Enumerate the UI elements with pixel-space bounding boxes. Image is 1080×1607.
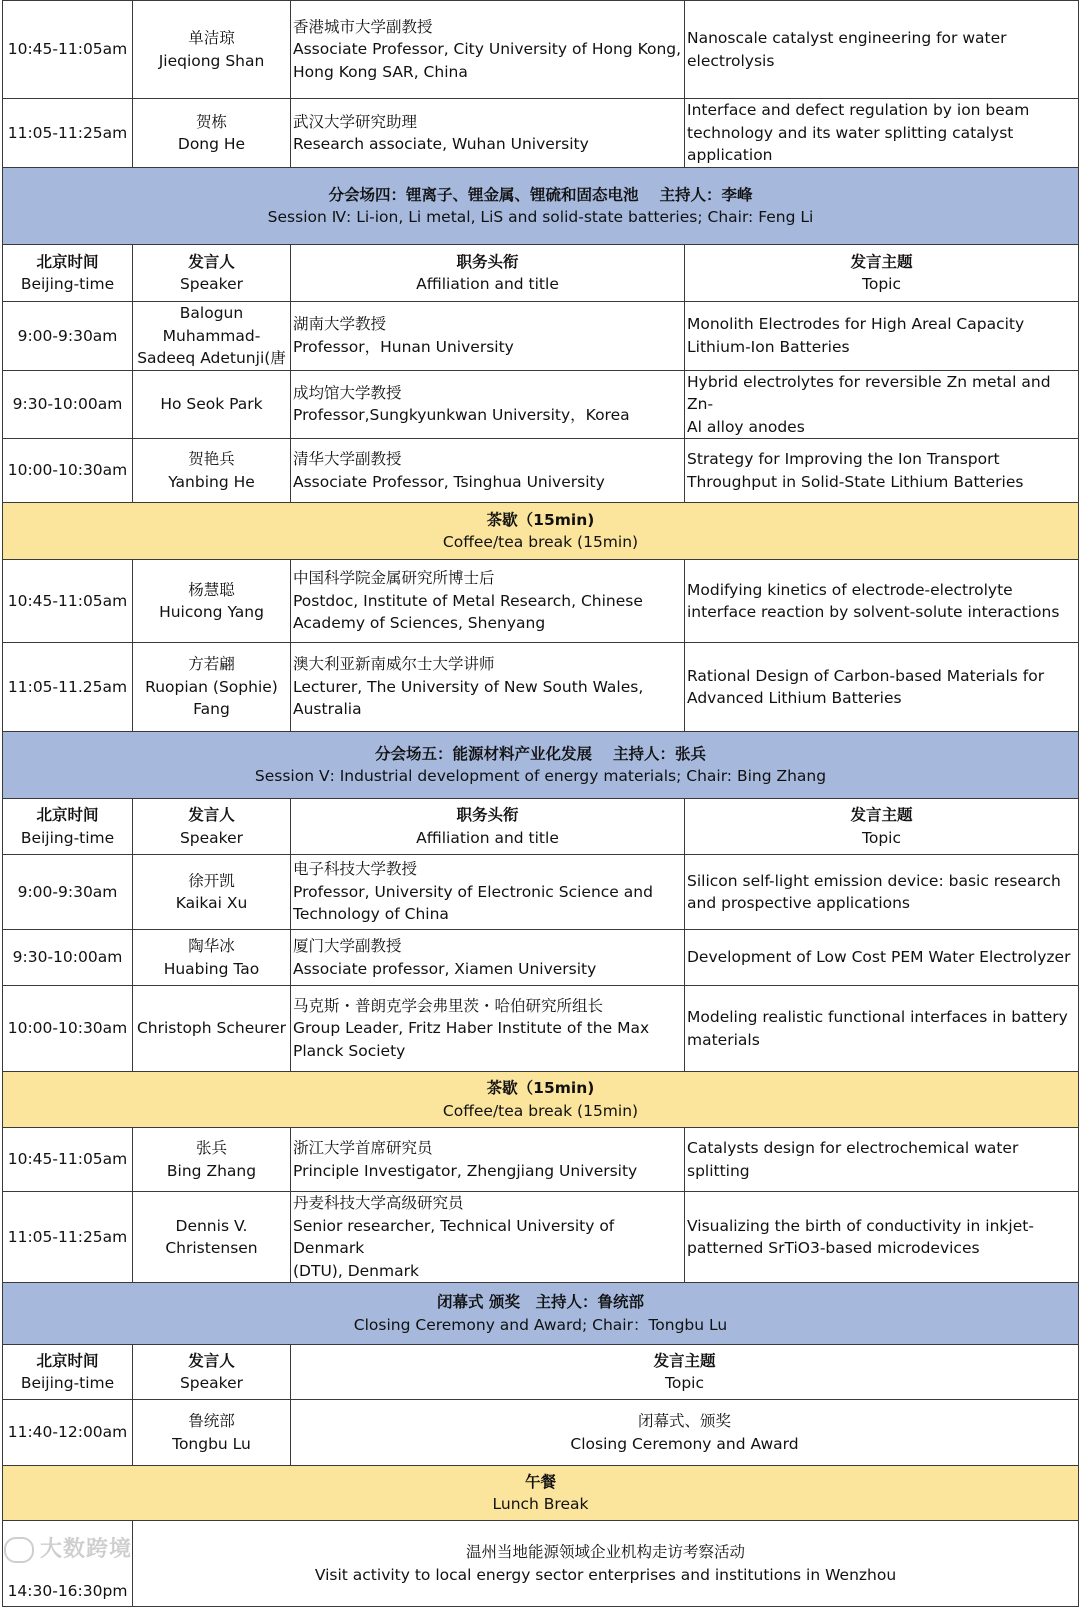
topic-line: electrolysis bbox=[687, 51, 775, 70]
topic-cell bbox=[685, 986, 1079, 1072]
speaker-cell bbox=[133, 99, 291, 168]
topic-line: Nanoscale catalyst engineering for water bbox=[687, 29, 1007, 47]
affiliation-line: Associate professor, Xiamen University bbox=[293, 959, 597, 978]
session-title bbox=[3, 1283, 1079, 1345]
speaker-cell bbox=[133, 560, 291, 643]
affiliation-line: Senior researcher, Technical University of Denmark bbox=[293, 1216, 615, 1257]
visit-row bbox=[3, 1521, 1079, 1607]
topic-cell bbox=[685, 1192, 1079, 1283]
column-header-row bbox=[3, 799, 1079, 855]
talk-row bbox=[3, 1128, 1079, 1192]
speaker-cell bbox=[133, 930, 291, 986]
speaker-cell bbox=[133, 1128, 291, 1192]
topic-cell bbox=[685, 1128, 1079, 1192]
topic-header bbox=[685, 245, 1079, 302]
topic-cell bbox=[685, 1, 1079, 99]
affiliation-zh: 马克斯・普朗克学会弗里茨・哈伯研究所组长 bbox=[293, 996, 604, 1015]
speaker-cell bbox=[133, 855, 291, 930]
affiliation-line: Principle Investigator, Zhengjiang University bbox=[293, 1161, 638, 1180]
time-cell bbox=[3, 1128, 133, 1192]
watermark-text: 大数跨境 bbox=[40, 1537, 133, 1562]
time-text: 10:00-10:30am bbox=[7, 1019, 128, 1038]
speaker-zh: 贺艳兵 bbox=[188, 450, 235, 468]
time-text: 9:00-9:30am bbox=[17, 326, 118, 345]
affiliation-cell bbox=[291, 99, 685, 168]
topic-cell bbox=[685, 439, 1079, 503]
affiliation-cell bbox=[291, 1192, 685, 1283]
break-row bbox=[3, 1072, 1079, 1128]
speaker-en: Dong He bbox=[177, 135, 246, 153]
title-zh: 茶歇（15min) bbox=[486, 1079, 595, 1097]
speaker-line: Ruopian (Sophie) bbox=[145, 677, 278, 696]
time-text: 10:45-11:05am bbox=[7, 591, 128, 610]
time-header-zh: 北京时间 bbox=[36, 806, 99, 824]
topic-cell bbox=[685, 99, 1079, 168]
time-text: 14:30-16:30pm bbox=[7, 1581, 128, 1600]
speaker-header bbox=[133, 1345, 291, 1400]
topic-cell bbox=[291, 1400, 1079, 1466]
topic-line: application bbox=[687, 146, 773, 165]
speaker-en: Bing Zhang bbox=[166, 1161, 257, 1180]
title-en: Closing Ceremony and Award; Chair：Tongbu Lu bbox=[353, 1315, 728, 1334]
speaker-cell bbox=[133, 439, 291, 503]
affiliation-cell bbox=[291, 560, 685, 643]
title-en: Coffee/tea break (15min) bbox=[442, 1101, 639, 1120]
speaker-en: Huabing Tao bbox=[163, 959, 260, 978]
topic-header bbox=[685, 799, 1079, 855]
break-title bbox=[3, 1072, 1079, 1128]
speaker-header-zh: 发言人 bbox=[188, 252, 235, 271]
affiliation-line: Professor,Sungkyunkwan University，Korea bbox=[293, 406, 630, 425]
time-text: 9:30-10:00am bbox=[12, 395, 123, 413]
session-title bbox=[3, 168, 1079, 245]
time-text: 9:00-9:30am bbox=[17, 882, 118, 901]
topic-line: Al alloy anodes bbox=[687, 417, 805, 436]
session-header-row bbox=[3, 168, 1079, 245]
affiliation-cell bbox=[291, 643, 685, 732]
speaker-en: Huicong Yang bbox=[159, 603, 264, 621]
talk-row bbox=[3, 439, 1079, 503]
talk-row bbox=[3, 1192, 1079, 1283]
affiliation-line: (DTU), Denmark bbox=[293, 1261, 419, 1280]
affiliation-header-en: Affiliation and title bbox=[416, 275, 559, 293]
time-text: 10:00-10:30am bbox=[7, 461, 128, 480]
topic-line: Lithium-Ion Batteries bbox=[687, 337, 850, 356]
affiliation-cell bbox=[291, 370, 685, 439]
title-zh: 分会场五：能源材料产业化发展 主持人：张兵 bbox=[375, 744, 706, 763]
affiliation-line: Technology of China bbox=[293, 905, 449, 924]
speaker-line: Dennis V. bbox=[175, 1216, 248, 1235]
affiliation-zh: 成均馆大学教授 bbox=[293, 383, 402, 402]
speaker-en: Jieqiong Shan bbox=[158, 51, 265, 70]
time-header-zh: 北京时间 bbox=[36, 1351, 99, 1370]
topic-line: materials bbox=[687, 1030, 760, 1049]
speaker-en: Yanbing He bbox=[168, 472, 255, 491]
affiliation-cell bbox=[291, 1128, 685, 1192]
topic-header-en: Topic bbox=[862, 275, 901, 293]
watermark-logo-icon bbox=[4, 1537, 34, 1563]
speaker-zh: 张兵 bbox=[195, 1139, 227, 1157]
title-en: Session Ⅴ: Industrial development of energy materials; Chair: Bing Zhang bbox=[254, 767, 827, 785]
column-header-row bbox=[3, 1345, 1079, 1400]
speaker-header-en: Speaker bbox=[179, 828, 244, 847]
affiliation-zh: 香港城市大学副教授 bbox=[293, 17, 433, 36]
column-header-row bbox=[3, 245, 1079, 302]
topic-cell bbox=[685, 930, 1079, 986]
talk-row bbox=[3, 1, 1079, 99]
affiliation-header bbox=[291, 245, 685, 302]
topic-line: interface reaction by solvent-solute interactions bbox=[687, 603, 1060, 621]
talk-row bbox=[3, 986, 1079, 1072]
schedule-table bbox=[2, 0, 1079, 1607]
talk-row bbox=[3, 855, 1079, 930]
time-text: 10:45-11:05am bbox=[7, 40, 128, 59]
topic-cell bbox=[685, 370, 1079, 439]
speaker-zh: 陶华冰 bbox=[188, 937, 235, 955]
speaker-line: Muhammad- bbox=[162, 326, 261, 345]
speaker-zh: 贺栋 bbox=[195, 112, 227, 131]
affiliation-line: Hong Kong SAR, China bbox=[293, 62, 468, 81]
affiliation-zh: 电子科技大学教授 bbox=[293, 860, 418, 879]
topic-cell bbox=[685, 560, 1079, 643]
time-text: 9:30-10:00am bbox=[12, 948, 123, 967]
topic-cell bbox=[685, 855, 1079, 930]
speaker-header bbox=[133, 799, 291, 855]
speaker-cell bbox=[133, 1, 291, 99]
speaker-en: Kaikai Xu bbox=[175, 894, 248, 912]
time-cell bbox=[3, 986, 133, 1072]
topic-line: Advanced Lithium Batteries bbox=[687, 689, 902, 707]
affiliation-zh: 厦门大学副教授 bbox=[293, 937, 402, 955]
topic-line: patterned SrTiO3-based microdevices bbox=[687, 1239, 980, 1257]
title-zh: 分会场四：锂离子、锂金属、锂硫和固态电池 主持人：李峰 bbox=[328, 185, 753, 204]
topic-line: Hybrid electrolytes for reversible Zn metal and Zn- bbox=[687, 372, 1051, 413]
title-en: Session Ⅳ: Li-ion, Li metal, LiS and solid-state batteries; Chair: Feng Li bbox=[267, 208, 814, 226]
speaker-en: Tongbu Lu bbox=[172, 1434, 251, 1453]
topic-line: Silicon self-light emission device: basic research bbox=[687, 871, 1061, 890]
time-header bbox=[3, 799, 133, 855]
speaker-zh: 单洁琼 bbox=[188, 29, 235, 47]
topic-line: Rational Design of Carbon-based Materials for bbox=[687, 666, 1045, 685]
title-zh: 午餐 bbox=[524, 1472, 556, 1491]
affiliation-line: Group Leader, Fritz Haber Institute of the Max bbox=[293, 1019, 650, 1038]
topic-line: Development of Low Cost PEM Water Electrolyzer bbox=[687, 948, 1071, 967]
time-cell bbox=[3, 855, 133, 930]
visit-activity bbox=[133, 1521, 1079, 1607]
time-text: 11:40-12:00am bbox=[7, 1423, 128, 1442]
break-row bbox=[3, 1466, 1079, 1521]
talk-row bbox=[3, 560, 1079, 643]
watermark bbox=[4, 1532, 132, 1563]
topic-cell bbox=[685, 643, 1079, 732]
affiliation-line: Planck Society bbox=[293, 1041, 406, 1060]
affiliation-line: Associate Professor, Tsinghua University bbox=[293, 472, 605, 491]
time-text: 10:45-11:05am bbox=[7, 1150, 128, 1169]
time-text: 11:05-11:25am bbox=[7, 123, 128, 142]
topic-header bbox=[291, 1345, 1079, 1400]
talk-row bbox=[3, 930, 1079, 986]
break-title bbox=[3, 1466, 1079, 1521]
speaker-zh: 徐开凯 bbox=[188, 871, 235, 890]
time-cell bbox=[3, 439, 133, 503]
topic-line: technology and its water splitting catalyst bbox=[687, 123, 1014, 142]
time-header-en: Beijing-time bbox=[20, 275, 115, 293]
affiliation-line: Academy of Sciences, Shenyang bbox=[293, 614, 546, 633]
title-en: Lunch Break bbox=[492, 1495, 589, 1513]
topic-header-zh: 发言主题 bbox=[850, 806, 913, 824]
affiliation-header-zh: 职务头衔 bbox=[456, 806, 519, 824]
speaker-cell bbox=[133, 302, 291, 371]
talk-row bbox=[3, 302, 1079, 371]
time-header-zh: 北京时间 bbox=[36, 252, 99, 271]
affiliation-line: Research associate, Wuhan University bbox=[293, 135, 589, 153]
speaker-zh: 杨慧聪 bbox=[188, 580, 235, 599]
time-header bbox=[3, 1345, 133, 1400]
affiliation-cell bbox=[291, 302, 685, 371]
affiliation-line: Postdoc, Institute of Metal Research, Chinese bbox=[293, 591, 643, 610]
speaker-line: Balogun bbox=[179, 304, 244, 322]
title-zh: 闭幕式 颁奖 主持人：鲁统部 bbox=[437, 1293, 644, 1311]
time-cell bbox=[3, 643, 133, 732]
affiliation-cell bbox=[291, 930, 685, 986]
title-en: Coffee/tea break (15min) bbox=[442, 533, 639, 551]
topic-cell bbox=[685, 302, 1079, 371]
topic-en: Closing Ceremony and Award bbox=[570, 1434, 799, 1453]
session-header-row bbox=[3, 1283, 1079, 1345]
speaker-header-zh: 发言人 bbox=[188, 806, 235, 824]
title-zh: 茶歇（15min) bbox=[486, 510, 595, 529]
topic-header-en: Topic bbox=[665, 1374, 704, 1392]
speaker-zh: 鲁统部 bbox=[188, 1412, 235, 1430]
topic-line: Strategy for Improving the Ion Transport bbox=[687, 450, 1000, 468]
topic-header-zh: 发言主题 bbox=[850, 252, 913, 271]
affiliation-line: Associate Professor, City University of Hong Kong, bbox=[293, 40, 682, 59]
time-cell bbox=[3, 302, 133, 371]
visit-en: Visit activity to local energy sector enterprises and institutions in Wenzhou bbox=[314, 1565, 897, 1584]
topic-header-en: Topic bbox=[862, 828, 901, 847]
time-cell bbox=[3, 370, 133, 439]
speaker-cell bbox=[133, 1192, 291, 1283]
speaker-header bbox=[133, 245, 291, 302]
time-cell bbox=[3, 1, 133, 99]
affiliation-zh: 澳大利亚新南威尔士大学讲师 bbox=[293, 655, 495, 674]
speaker-header-zh: 发言人 bbox=[188, 1351, 235, 1370]
time-text: 11:05-11:25am bbox=[7, 1227, 128, 1246]
topic-zh: 闭幕式、颁奖 bbox=[637, 1412, 731, 1430]
time-header bbox=[3, 245, 133, 302]
affiliation-line: Professor, University of Electronic Science and bbox=[293, 882, 653, 901]
session-title bbox=[3, 732, 1079, 799]
time-cell bbox=[3, 560, 133, 643]
topic-line: Modeling realistic functional interfaces in battery bbox=[687, 1008, 1068, 1026]
visit-zh: 温州当地能源领域企业机构走访考察活动 bbox=[465, 1543, 745, 1561]
speaker-line: Sadeeq Adetunji(唐 bbox=[137, 349, 286, 367]
speaker-cell bbox=[133, 643, 291, 732]
affiliation-cell bbox=[291, 1, 685, 99]
time-text: 11:05-11.25am bbox=[7, 677, 128, 696]
affiliation-line: Australia bbox=[293, 700, 362, 719]
speaker-line: Christoph Scheurer bbox=[136, 1019, 287, 1038]
time-header-en: Beijing-time bbox=[20, 1374, 115, 1392]
affiliation-zh: 湖南大学教授 bbox=[293, 315, 387, 334]
affiliation-header-zh: 职务头衔 bbox=[456, 252, 519, 271]
affiliation-line: Lecturer, The University of New South Wales, bbox=[293, 677, 644, 696]
topic-line: and prospective applications bbox=[687, 894, 911, 912]
affiliation-cell bbox=[291, 439, 685, 503]
speaker-cell bbox=[133, 1400, 291, 1466]
break-title bbox=[3, 503, 1079, 560]
affiliation-zh: 浙江大学首席研究员 bbox=[293, 1139, 433, 1157]
affiliation-zh: 中国科学院金属研究所博士后 bbox=[293, 569, 495, 588]
talk-row bbox=[3, 99, 1079, 168]
topic-line: Catalysts design for electrochemical water splitting bbox=[687, 1139, 1019, 1180]
talk-row bbox=[3, 643, 1079, 732]
affiliation-cell bbox=[291, 855, 685, 930]
break-row bbox=[3, 503, 1079, 560]
topic-line: Throughput in Solid-State Lithium Batteries bbox=[687, 472, 1024, 491]
topic-line: Modifying kinetics of electrode-electrolyte bbox=[687, 580, 1013, 599]
affiliation-zh: 武汉大学研究助理 bbox=[293, 112, 418, 131]
time-cell bbox=[3, 1400, 133, 1466]
session-header-row bbox=[3, 732, 1079, 799]
speaker-line: 方若翩 bbox=[188, 655, 235, 674]
speaker-header-en: Speaker bbox=[179, 1374, 244, 1392]
topic-line: Interface and defect regulation by ion beam bbox=[687, 101, 1030, 120]
speaker-line: Christensen bbox=[165, 1239, 258, 1257]
time-header-en: Beijing-time bbox=[20, 828, 115, 847]
talk-row bbox=[3, 1400, 1079, 1466]
topic-line: Monolith Electrodes for High Areal Capacity bbox=[687, 315, 1025, 334]
affiliation-zh: 清华大学副教授 bbox=[293, 450, 402, 468]
topic-header-zh: 发言主题 bbox=[653, 1351, 716, 1370]
speaker-line: Fang bbox=[193, 700, 230, 719]
speaker-cell bbox=[133, 986, 291, 1072]
topic-line: Visualizing the birth of conductivity in inkjet- bbox=[687, 1216, 1034, 1235]
affiliation-header bbox=[291, 799, 685, 855]
time-cell bbox=[3, 1192, 133, 1283]
affiliation-cell bbox=[291, 986, 685, 1072]
time-cell bbox=[3, 99, 133, 168]
talk-row bbox=[3, 370, 1079, 439]
affiliation-zh: 丹麦科技大学高级研究员 bbox=[293, 1194, 464, 1212]
speaker-header-en: Speaker bbox=[179, 275, 244, 293]
affiliation-line: Professor，Hunan University bbox=[293, 337, 514, 356]
speaker-line: Ho Seok Park bbox=[160, 395, 263, 413]
time-cell bbox=[3, 930, 133, 986]
affiliation-header-en: Affiliation and title bbox=[416, 828, 559, 847]
speaker-cell bbox=[133, 370, 291, 439]
